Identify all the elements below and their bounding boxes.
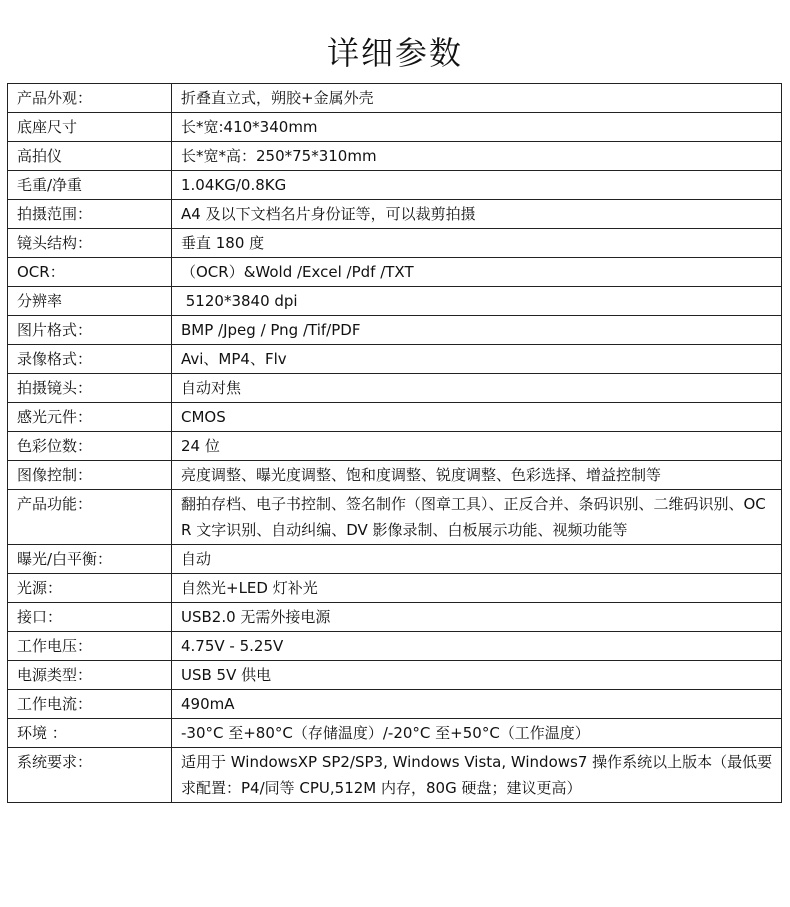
row-value: 5120*3840 dpi — [172, 287, 782, 316]
row-label: 产品外观： — [8, 84, 172, 113]
row-label: 电源类型： — [8, 661, 172, 690]
table-row — [8, 661, 782, 690]
row-value: USB 5V 供电 — [172, 661, 782, 690]
row-value: 适用于 WindowsXP SP2/SP3, Windows Vista, Windows7 操作系统以上版本（最低要求配置：P4/同等 CPU,512M 内存，80G 硬盘；建议更高） — [172, 748, 782, 803]
table-row — [8, 316, 782, 345]
row-label: 环境 ： — [8, 719, 172, 748]
row-value: 垂直 180 度 — [172, 229, 782, 258]
table-row — [8, 171, 782, 200]
row-label: 工作电流： — [8, 690, 172, 719]
page-title: 详细参数 — [326, 34, 463, 72]
row-value: CMOS — [172, 403, 782, 432]
table-row — [8, 690, 782, 719]
table-row — [8, 748, 782, 803]
table-row — [8, 719, 782, 748]
row-label: 产品功能： — [8, 490, 172, 545]
table-row — [8, 113, 782, 142]
row-label: 分辨率 — [8, 287, 172, 316]
spec-table — [7, 83, 782, 803]
table-row — [8, 200, 782, 229]
table-row — [8, 461, 782, 490]
table-row — [8, 142, 782, 171]
row-label: 毛重/净重 — [8, 171, 172, 200]
table-row — [8, 229, 782, 258]
row-label: 镜头结构： — [8, 229, 172, 258]
row-label: 接口： — [8, 603, 172, 632]
table-row — [8, 287, 782, 316]
row-value: 24 位 — [172, 432, 782, 461]
row-label: 底座尺寸 — [8, 113, 172, 142]
table-row — [8, 574, 782, 603]
row-label: 光源： — [8, 574, 172, 603]
row-label: OCR： — [8, 258, 172, 287]
row-label: 图像控制： — [8, 461, 172, 490]
row-label: 拍摄范围： — [8, 200, 172, 229]
row-value: 长*宽:410*340mm — [172, 113, 782, 142]
row-value: （OCR）&Wold /Excel /Pdf /TXT — [172, 258, 782, 287]
row-label: 图片格式： — [8, 316, 172, 345]
row-value: -30°C 至+80°C（存储温度）/-20°C 至+50°C（工作温度） — [172, 719, 782, 748]
row-label: 感光元件： — [8, 403, 172, 432]
row-label: 曝光/白平衡： — [8, 545, 172, 574]
row-value: 1.04KG/0.8KG — [172, 171, 782, 200]
row-value: 4.75V - 5.25V — [172, 632, 782, 661]
row-value: 自动对焦 — [172, 374, 782, 403]
row-value: 亮度调整、曝光度调整、饱和度调整、锐度调整、色彩选择、增益控制等 — [172, 461, 782, 490]
table-row — [8, 545, 782, 574]
row-value: A4 及以下文档名片身份证等，可以裁剪拍摄 — [172, 200, 782, 229]
row-label: 录像格式： — [8, 345, 172, 374]
table-row — [8, 403, 782, 432]
row-label: 色彩位数： — [8, 432, 172, 461]
table-row — [8, 84, 782, 113]
table-row — [8, 490, 782, 545]
row-value: 490mA — [172, 690, 782, 719]
row-value: 自然光+LED 灯补光 — [172, 574, 782, 603]
row-value: 折叠直立式，朔胶+金属外壳 — [172, 84, 782, 113]
row-value: Avi、MP4、Flv — [172, 345, 782, 374]
row-label: 高拍仪 — [8, 142, 172, 171]
row-label: 拍摄镜头： — [8, 374, 172, 403]
table-row — [8, 432, 782, 461]
row-label: 系统要求： — [8, 748, 172, 803]
row-value: 长*宽*高：250*75*310mm — [172, 142, 782, 171]
row-value: 翻拍存档、电子书控制、签名制作（图章工具）、正反合并、条码识别、二维码识别、OCR 文字识别、自动纠编、DV 影像录制、白板展示功能、视频功能等 — [172, 490, 782, 545]
row-value: BMP /Jpeg / Png /Tif/PDF — [172, 316, 782, 345]
table-row — [8, 603, 782, 632]
table-row — [8, 632, 782, 661]
row-value: 自动 — [172, 545, 782, 574]
row-label: 工作电压： — [8, 632, 172, 661]
table-row — [8, 258, 782, 287]
table-row — [8, 374, 782, 403]
table-row — [8, 345, 782, 374]
row-value: USB2.0 无需外接电源 — [172, 603, 782, 632]
